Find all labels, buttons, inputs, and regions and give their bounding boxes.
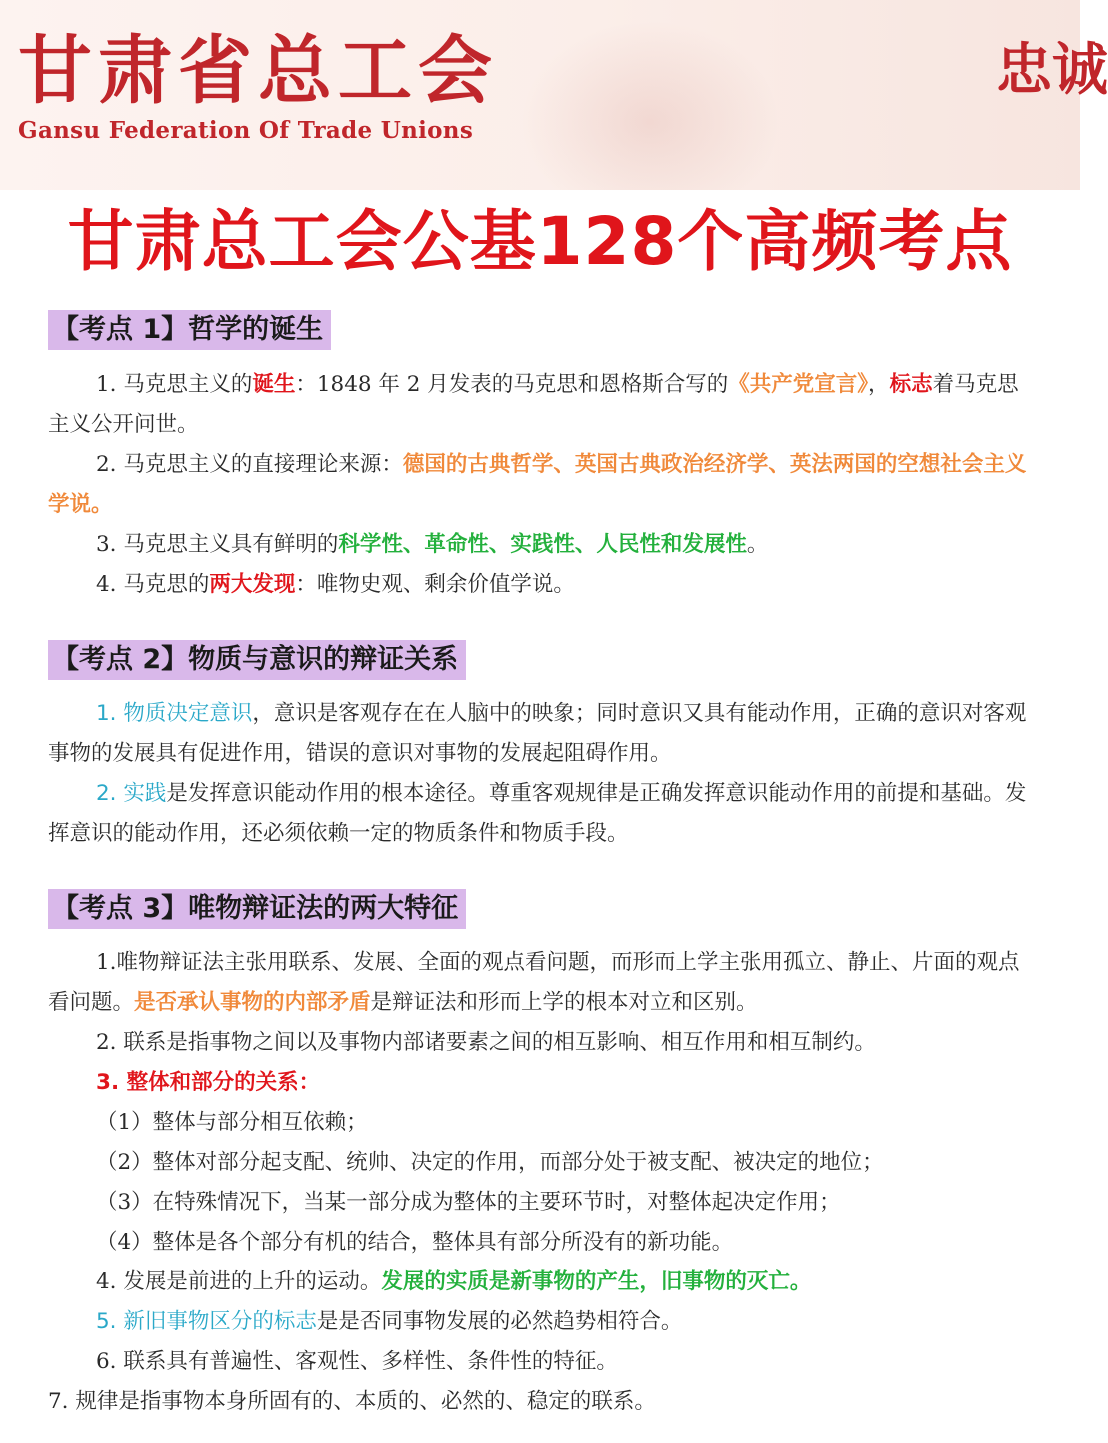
s1-item-2: 2. 马克思主义的直接理论来源：德国的古典哲学、英国古典政治经济学、英法两国的空想社会主义学说。 [48, 452, 1027, 517]
s3-item-7: 7. 规律是指事物本身所固有的、本质的、必然的、稳定的联系。 [48, 1389, 656, 1414]
org-name-cn: 甘肃省总工会 [18, 28, 498, 114]
header-banner [0, 0, 1108, 190]
s3-item-6: 6. 联系具有普遍性、客观性、多样性、条件性的特征。 [96, 1349, 618, 1374]
s3-item-3-3: （3）在特殊情况下，当某一部分成为整体的主要环节时，对整体起决定作用； [96, 1190, 841, 1215]
s3-item-5: 5. 新旧事物区分的标志是是否同事物发展的必然趋势相符合。 [96, 1309, 683, 1334]
section-heading-2: 【考点 2】物质与意识的辩证关系 [48, 640, 466, 680]
s3-item-4: 4. 发展是前进的上升的运动。发展的实质是新事物的产生，旧事物的灭亡。 [96, 1269, 812, 1294]
s2-item-1: 1. 物质决定意识，意识是客观存在在人脑中的映象；同时意识又具有能动作用，正确的意识对客观事物的发展具有促进作用，错误的意识对事物的发展起阻碍作用。 [48, 701, 1027, 766]
banner-slogan: 忠诚 [996, 37, 1108, 103]
section-heading-3: 【考点 3】唯物辩证法的两大特征 [48, 889, 466, 929]
section-heading-1: 【考点 1】哲学的诞生 [48, 310, 331, 350]
s1-item-4: 4. 马克思的两大发现：唯物史观、剩余价值学说。 [96, 572, 575, 597]
page-title: 甘肃总工会公基128个高频考点 [67, 203, 1013, 280]
s3-item-3-2: （2）整体对部分起支配、统帅、决定的作用，而部分处于被支配、被决定的地位； [96, 1150, 884, 1175]
s3-item-2: 2. 联系是指事物之间以及事物内部诸要素之间的相互影响、相互作用和相互制约。 [96, 1030, 876, 1055]
org-name-en: Gansu Federation Of Trade Unions [18, 117, 474, 144]
banner-watermark [520, 20, 780, 190]
s3-item-3-4: （4）整体是各个部分有机的结合，整体具有部分所没有的新功能。 [96, 1230, 734, 1255]
s1-item-3: 3. 马克思主义具有鲜明的科学性、革命性、实践性、人民性和发展性。 [96, 532, 769, 557]
s3-item-1: 1.唯物辩证法主张用联系、发展、全面的观点看问题，而形而上学主张用孤立、静止、片面的观点看问题。是否承认事物的内部矛盾是辩证法和形而上学的根本对立和区别。 [48, 950, 1020, 1015]
s2-item-2: 2. 实践是发挥意识能动作用的根本途径。尊重客观规律是正确发挥意识能动作用的前提和基础。发挥意识的能动作用，还必须依赖一定的物质条件和物质手段。 [48, 781, 1027, 846]
s3-item-3: 3. 整体和部分的关系： [96, 1070, 321, 1095]
s3-item-3-1: （1）整体与部分相互依赖； [96, 1110, 368, 1135]
s1-item-1: 1. 马克思主义的诞生：1848 年 2 月发表的马克思和恩格斯合写的《共产党宣言》，标志着马克思主义公开问世。 [48, 372, 1019, 437]
